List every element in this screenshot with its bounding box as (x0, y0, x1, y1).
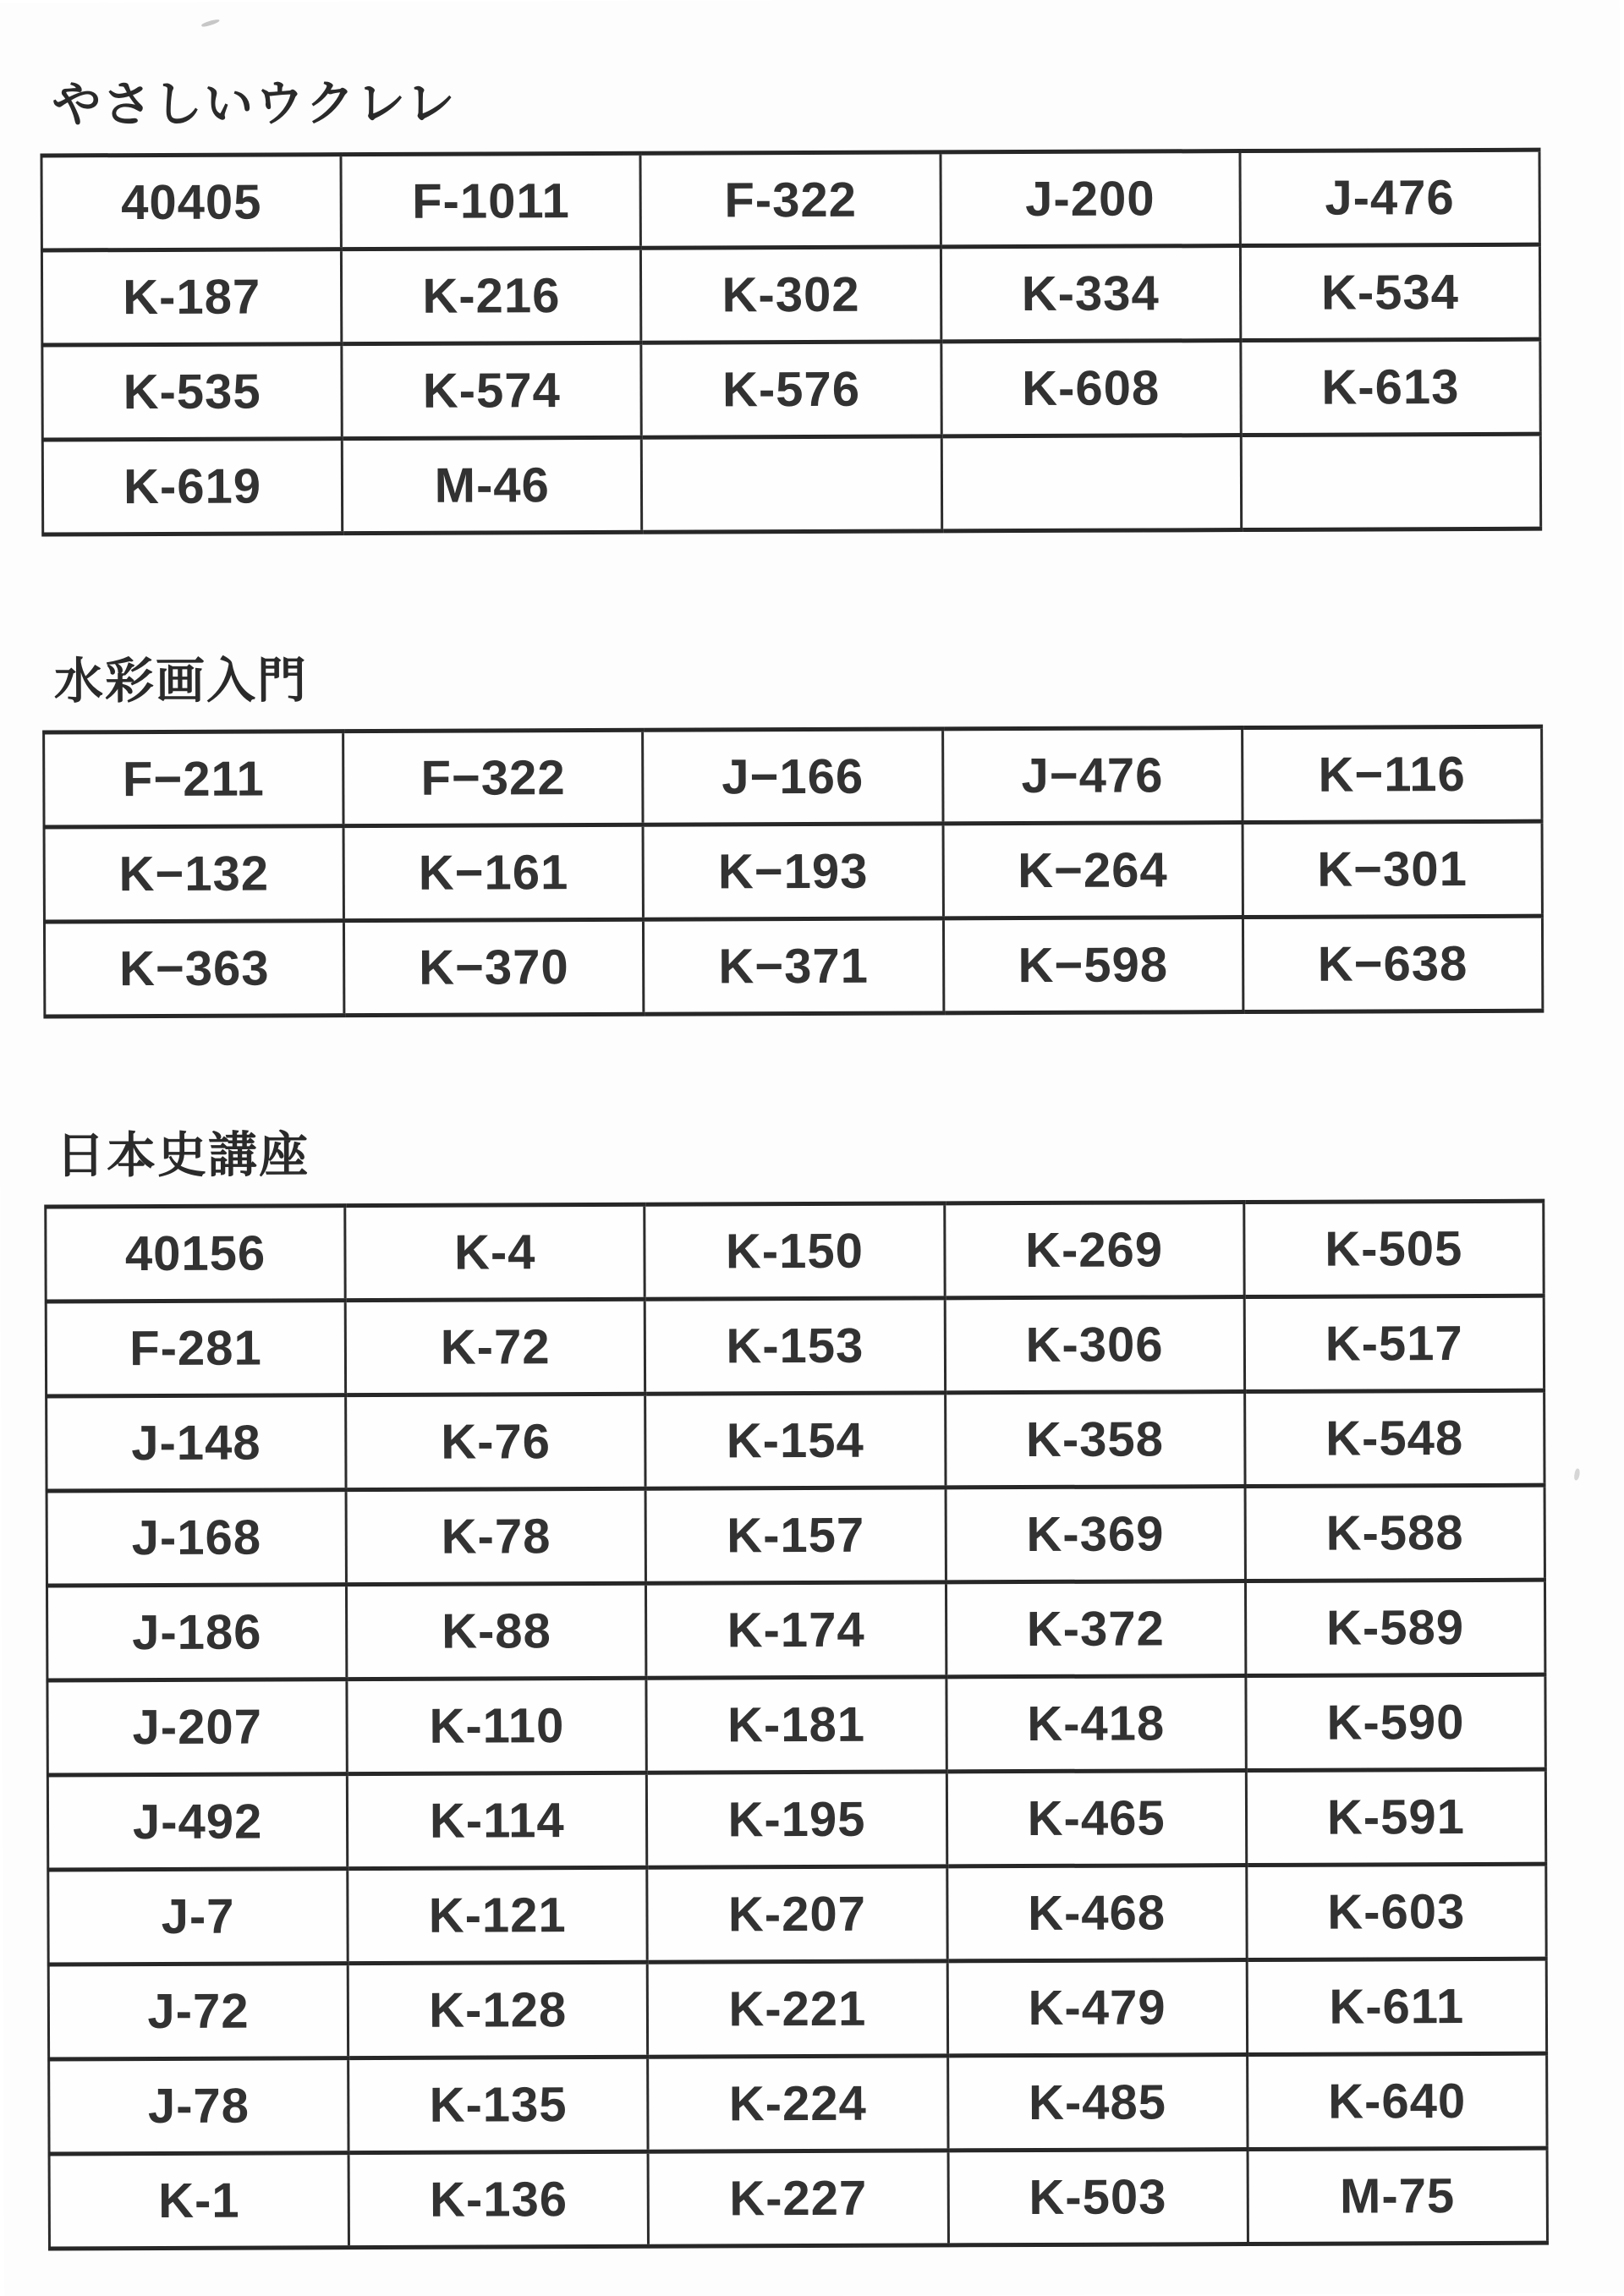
code-cell: K-72 (345, 1299, 645, 1395)
table-row (46, 1296, 1544, 1396)
code-cell: K−598 (943, 918, 1243, 1013)
code-cell: K−132 (44, 826, 344, 922)
code-cell: K-505 (1243, 1201, 1544, 1296)
code-cell: K-334 (941, 246, 1241, 342)
watercolor-code-table (42, 725, 1544, 1019)
code-cell: K-207 (647, 1866, 947, 1962)
empty-cell (642, 436, 942, 532)
code-cell: J−166 (643, 729, 943, 825)
table-row (47, 1769, 1545, 1870)
code-cell: F−211 (44, 732, 344, 827)
code-cell: J-186 (47, 1585, 347, 1680)
code-cell: J-72 (48, 1964, 348, 2059)
code-cell: J-207 (47, 1680, 348, 1775)
code-cell: K-485 (947, 2055, 1248, 2151)
code-cell: M-75 (1248, 2148, 1548, 2244)
code-cell: M-46 (342, 437, 642, 533)
code-cell: K-153 (645, 1298, 946, 1394)
code-cell: K−363 (44, 921, 344, 1016)
code-cell: K-216 (342, 248, 642, 343)
code-cell: K-465 (946, 1771, 1247, 1866)
code-cell: 40405 (41, 155, 342, 250)
code-cell: F-1011 (341, 153, 641, 249)
code-cell: K-619 (42, 439, 343, 534)
code-cell: K-114 (348, 1773, 648, 1868)
table-row (41, 244, 1539, 345)
code-cell: K-358 (945, 1392, 1245, 1488)
code-cell: K-195 (647, 1772, 947, 1867)
table-row (48, 1864, 1546, 1964)
code-cell: K-576 (641, 342, 941, 437)
code-cell: F-322 (640, 152, 941, 248)
code-cell: K-535 (42, 344, 343, 440)
code-cell: K-503 (948, 2150, 1248, 2245)
table-row (44, 821, 1542, 922)
code-cell: K-181 (646, 1677, 946, 1773)
code-cell: K-174 (646, 1582, 946, 1678)
code-cell: J-200 (941, 151, 1241, 247)
table-row (42, 339, 1540, 440)
code-cell: K-548 (1244, 1390, 1544, 1486)
table-row (42, 434, 1540, 534)
code-cell: K-302 (641, 247, 941, 342)
code-cell: K-150 (645, 1203, 945, 1299)
code-cell: K-76 (346, 1394, 646, 1489)
code-cell: K-603 (1247, 1864, 1547, 1959)
table-row (47, 1674, 1545, 1775)
code-cell: K-121 (348, 1867, 648, 1963)
code-cell: K-534 (1240, 244, 1540, 340)
code-cell: J-78 (49, 2058, 349, 2154)
code-cell: K−370 (344, 919, 645, 1015)
table-row (46, 1201, 1544, 1301)
table-row (47, 1485, 1544, 1586)
table-row (41, 150, 1539, 250)
code-cell: K−301 (1243, 821, 1543, 917)
code-cell: K-187 (41, 249, 342, 345)
code-cell: J−476 (942, 728, 1243, 824)
table-row (49, 2148, 1547, 2249)
code-cell: K-468 (946, 1866, 1247, 1961)
code-cell: K−371 (644, 918, 944, 1014)
code-cell: K-369 (946, 1487, 1246, 1582)
code-cell: K-78 (346, 1488, 646, 1584)
code-cell: K−193 (643, 824, 943, 919)
section-title-japanese-history: 日本史講座 (55, 1127, 310, 1184)
code-cell: K-372 (946, 1581, 1246, 1677)
code-cell: J-7 (48, 1869, 348, 1964)
code-cell: K-136 (348, 2151, 649, 2247)
code-cell: K-418 (946, 1676, 1246, 1772)
code-cell: K-517 (1244, 1296, 1544, 1391)
section-title-watercolor: 水彩画入門 (53, 653, 309, 710)
japanese-history-code-table (44, 1199, 1549, 2251)
code-cell: J-476 (1240, 150, 1540, 245)
code-cell: K-135 (348, 2057, 649, 2152)
code-cell: 40156 (46, 1206, 346, 1301)
table-row (47, 1390, 1544, 1491)
code-cell: F-281 (46, 1301, 346, 1396)
code-cell: K−638 (1243, 916, 1543, 1011)
code-cell: F−322 (343, 730, 644, 825)
code-cell: K-157 (645, 1488, 946, 1583)
code-cell: K-110 (347, 1678, 647, 1773)
code-cell: K-613 (1241, 339, 1541, 435)
table-row (47, 1580, 1544, 1680)
table-row (49, 2053, 1547, 2154)
code-cell: K-306 (945, 1297, 1245, 1393)
section-ukulele (0, 0, 1621, 537)
code-cell: K−161 (343, 825, 644, 920)
code-cell: K−264 (943, 823, 1243, 918)
empty-cell (1241, 434, 1541, 529)
code-cell: K-1 (49, 2153, 349, 2249)
table-row (44, 726, 1542, 827)
code-cell: J-492 (47, 1774, 348, 1870)
code-cell: K-224 (648, 2056, 948, 2151)
code-cell: K-589 (1245, 1580, 1545, 1675)
code-cell: K-611 (1247, 1959, 1547, 2054)
code-cell: K-128 (348, 1962, 648, 2058)
empty-cell (941, 436, 1242, 531)
section-title-ukulele: やさしいウクレレ (52, 75, 457, 133)
code-cell: K-479 (947, 1960, 1248, 2056)
code-cell: J-168 (47, 1490, 347, 1586)
code-cell: K-574 (342, 342, 642, 438)
code-cell: K-588 (1245, 1485, 1545, 1581)
code-cell: K-221 (648, 1961, 948, 2057)
code-cell: K-88 (347, 1583, 647, 1679)
code-cell: K-591 (1246, 1769, 1546, 1865)
table-row (48, 1959, 1546, 2059)
code-cell: K-608 (941, 341, 1241, 436)
code-cell: K-227 (648, 2151, 948, 2246)
code-cell: K-4 (345, 1204, 645, 1300)
section-watercolor (0, 530, 1623, 1018)
code-cell: K−116 (1242, 726, 1542, 822)
section-japanese-history (0, 1012, 1624, 2250)
code-cell: K-590 (1246, 1674, 1546, 1770)
code-cell: K-154 (645, 1393, 946, 1488)
table-row (44, 916, 1542, 1016)
code-cell: K-640 (1247, 2053, 1547, 2149)
code-cell: J-148 (47, 1395, 347, 1491)
code-cell: K-269 (944, 1203, 1244, 1298)
ukulele-code-table (40, 148, 1542, 537)
